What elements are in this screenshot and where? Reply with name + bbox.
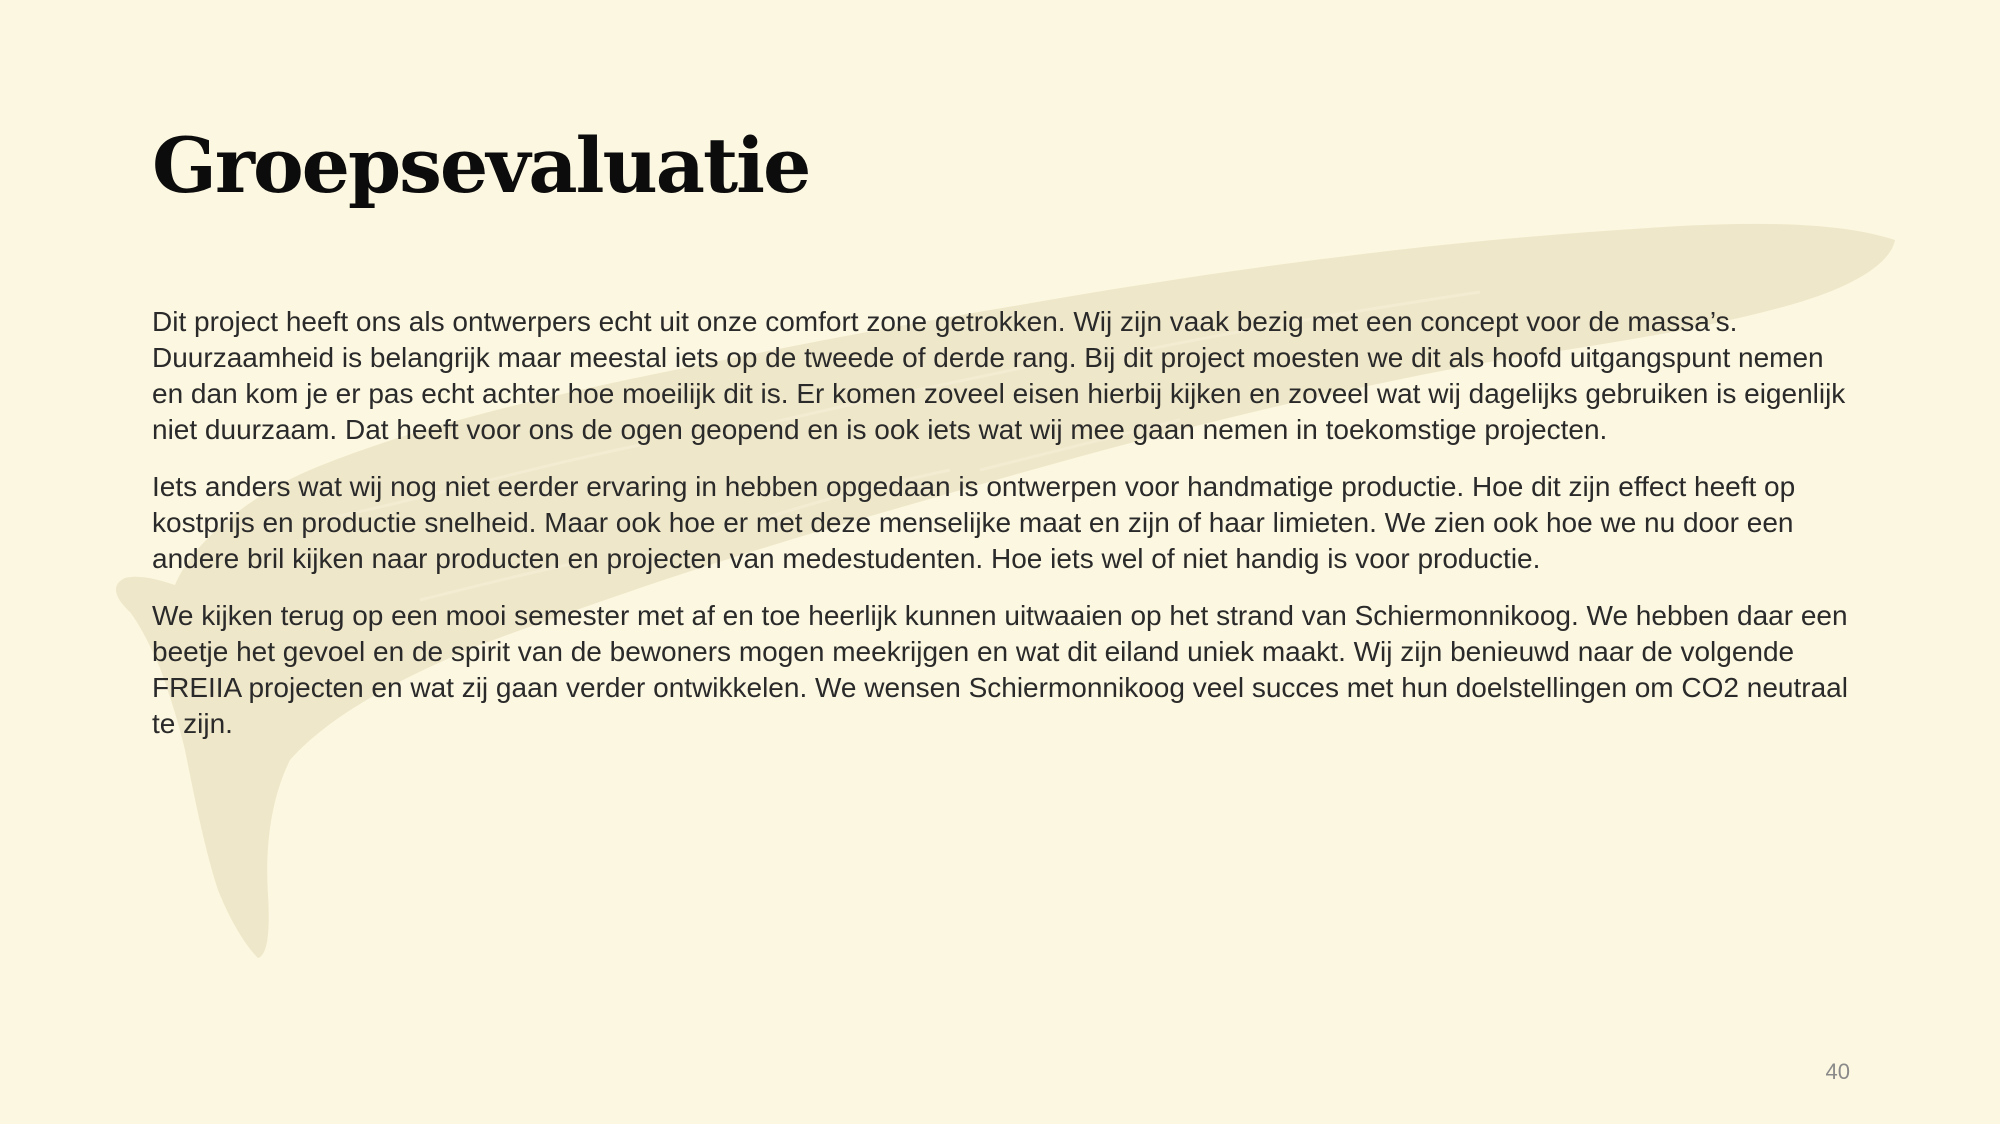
paragraph-reflection-comfort-zone: Dit project heeft ons als ontwerpers echt uit onze comfort zone getrokken. Wij zijn vaak bezig met een concept voor de massa’s. Duurzaamheid is belangrijk maar meestal iets op de tweede of derde rang. Bij dit project moesten we dit als hoofd uitgangspunt nemen en dan kom je er pas echt achter hoe moeilijk dit is. Er komen zoveel eisen hierbij kijken en zoveel wat wij dagelijks gebruiken is eigenlijk niet duurzaam. Dat heeft voor ons de ogen geopend en is ook iets wat wij mee gaan nemen in toekomstige projecten.: [152, 306, 1846, 445]
page-number: 40: [1825, 1059, 1850, 1084]
slide-title: Groepsevaluatie: [152, 121, 810, 210]
body-text: [152, 304, 1852, 763]
paragraph-semester-schiermonnikoog: We kijken terug op een mooi semester met af en toe heerlijk kunnen uitwaaien op het strand van Schiermonnikoog. We hebben daar een beetje het gevoel en de spirit van de bewoners mogen meekrijgen en wat dit eiland uniek maakt. Wij zijn benieuwd naar de volgende FREIIA projecten en wat zij gaan verder ontwikkelen. We wensen Schiermonnikoog veel succes met hun doelstellingen om CO2 neutraal te zijn.: [152, 600, 1848, 739]
paragraph-handmade-production: Iets anders wat wij nog niet eerder ervaring in hebben opgedaan is ontwerpen voor handmatige productie. Hoe dit zijn effect heeft op kostprijs en productie snelheid. Maar ook hoe er met deze menselijke maat en zijn of haar limieten. We zien ook hoe we nu door een andere bril kijken naar producten en projecten van medestudenten. Hoe iets wel of niet handig is voor productie.: [152, 471, 1796, 574]
